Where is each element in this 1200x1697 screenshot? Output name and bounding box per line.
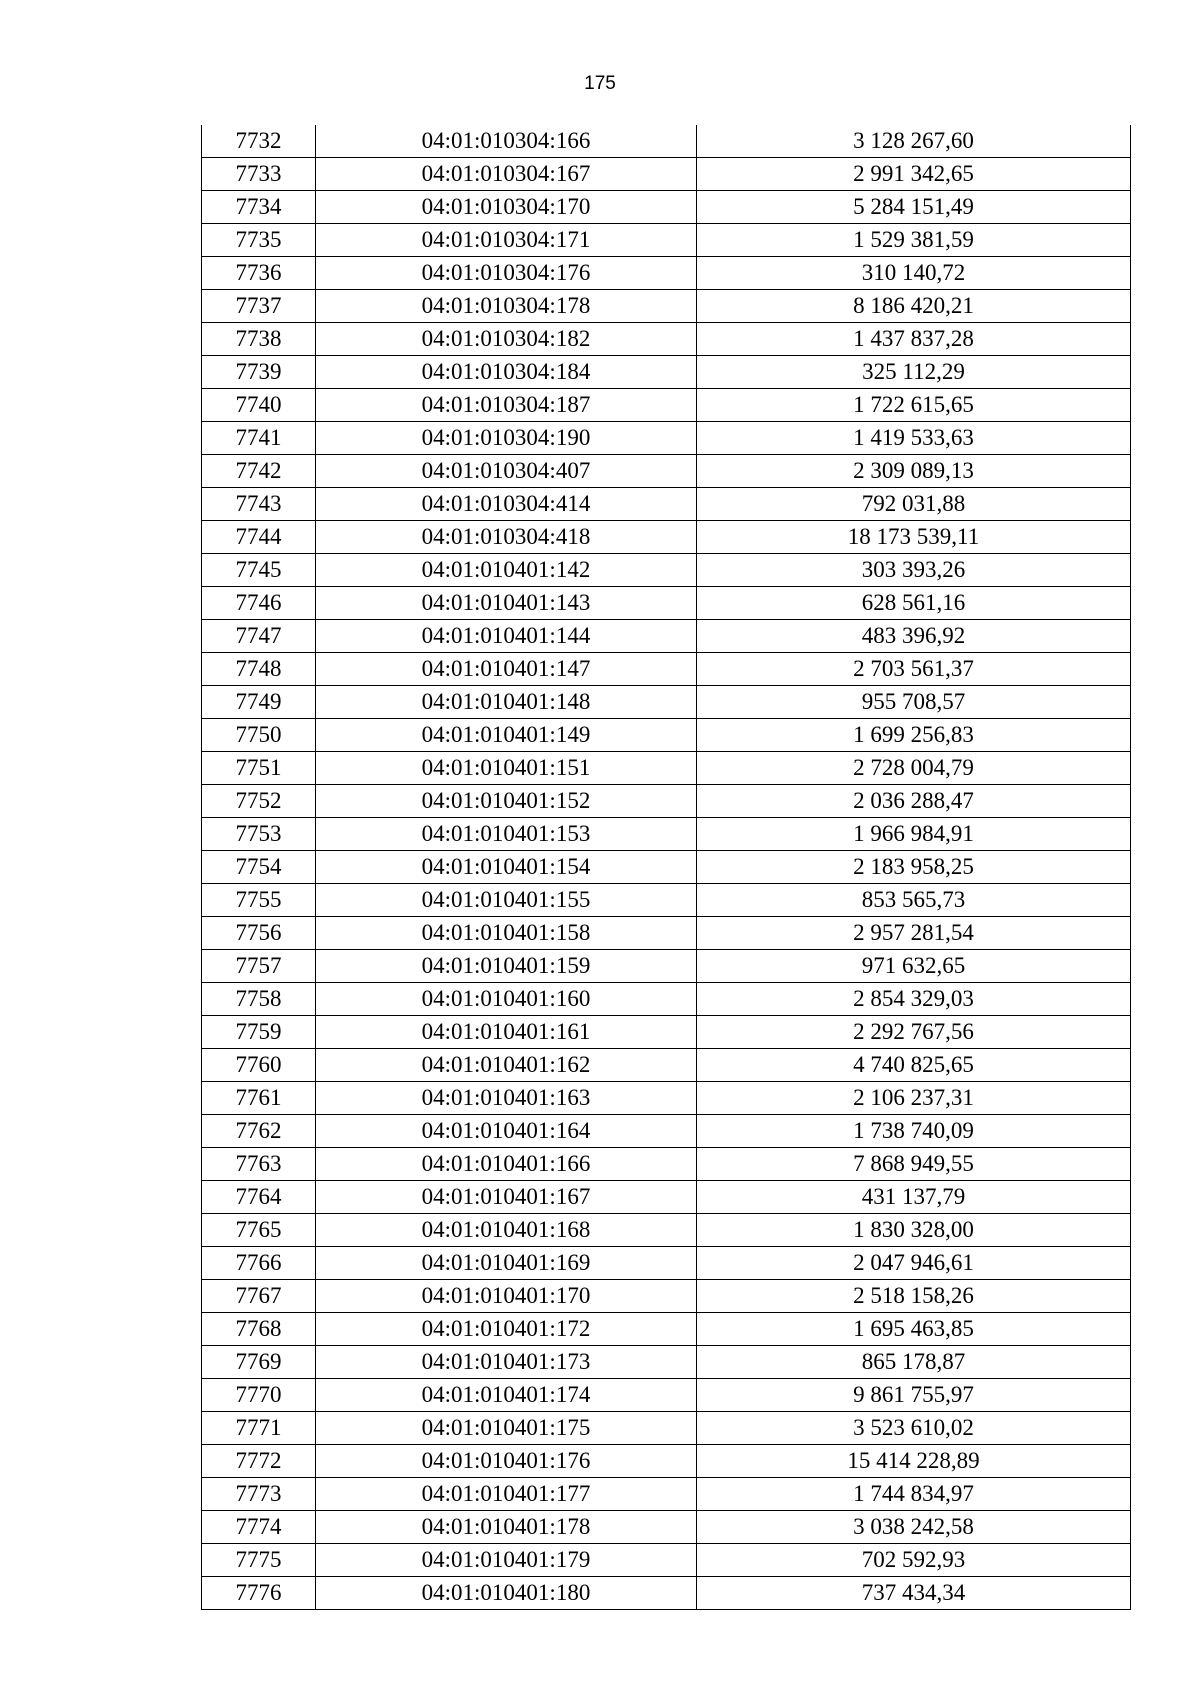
row-number-cell: 7769 [202,1346,316,1379]
cadastral-value-cell: 1 738 740,09 [697,1115,1131,1148]
cadastral-value-cell: 2 036 288,47 [697,785,1131,818]
cadastral-number-cell: 04:01:010401:179 [316,1544,697,1577]
table-row [202,884,1131,917]
cadastral-value-cell: 2 854 329,03 [697,983,1131,1016]
row-number-cell: 7755 [202,884,316,917]
cadastral-value-cell: 853 565,73 [697,884,1131,917]
row-number-cell: 7766 [202,1247,316,1280]
table-row [202,1445,1131,1478]
cadastral-number-cell: 04:01:010304:418 [316,521,697,554]
cadastral-value-cell: 9 861 755,97 [697,1379,1131,1412]
cadastral-value-cell: 15 414 228,89 [697,1445,1131,1478]
table-row [202,851,1131,884]
table-row [202,1247,1131,1280]
cadastral-number-cell: 04:01:010401:153 [316,818,697,851]
cadastral-number-cell: 04:01:010304:171 [316,224,697,257]
row-number-cell: 7734 [202,191,316,224]
table-row [202,191,1131,224]
table-row [202,1181,1131,1214]
row-number-cell: 7765 [202,1214,316,1247]
table-row [202,1313,1131,1346]
table-row [202,290,1131,323]
cadastral-value-cell: 737 434,34 [697,1577,1131,1610]
table-row [202,1016,1131,1049]
cadastral-number-cell: 04:01:010401:175 [316,1412,697,1445]
cadastral-value-cell: 702 592,93 [697,1544,1131,1577]
table-row [202,587,1131,620]
cadastral-number-cell: 04:01:010401:159 [316,950,697,983]
row-number-cell: 7758 [202,983,316,1016]
cadastral-number-cell: 04:01:010401:155 [316,884,697,917]
cadastral-number-cell: 04:01:010401:143 [316,587,697,620]
table-row [202,1280,1131,1313]
cadastral-number-cell: 04:01:010401:177 [316,1478,697,1511]
table-row [202,653,1131,686]
table-row [202,422,1131,455]
row-number-cell: 7742 [202,455,316,488]
cadastral-number-cell: 04:01:010401:169 [316,1247,697,1280]
cadastral-number-cell: 04:01:010304:176 [316,257,697,290]
table-row [202,257,1131,290]
cadastral-value-cell: 325 112,29 [697,356,1131,389]
cadastral-value-cell: 1 722 615,65 [697,389,1131,422]
cadastral-value-cell: 1 830 328,00 [697,1214,1131,1247]
table-row [202,1082,1131,1115]
cadastral-value-cell: 1 529 381,59 [697,224,1131,257]
cadastral-value-cell: 1 699 256,83 [697,719,1131,752]
cadastral-number-cell: 04:01:010304:182 [316,323,697,356]
cadastral-number-cell: 04:01:010401:154 [316,851,697,884]
table-row [202,752,1131,785]
table-row [202,917,1131,950]
row-number-cell: 7745 [202,554,316,587]
table-row [202,1478,1131,1511]
cadastral-value-cell: 2 991 342,65 [697,158,1131,191]
cadastral-number-cell: 04:01:010401:163 [316,1082,697,1115]
cadastral-number-cell: 04:01:010401:144 [316,620,697,653]
table-row [202,950,1131,983]
cadastral-number-cell: 04:01:010401:162 [316,1049,697,1082]
table-row [202,1544,1131,1577]
table-row [202,1346,1131,1379]
row-number-cell: 7761 [202,1082,316,1115]
table-row [202,1412,1131,1445]
cadastral-value-cell: 2 292 767,56 [697,1016,1131,1049]
cadastral-value-cell: 431 137,79 [697,1181,1131,1214]
row-number-cell: 7732 [202,125,316,158]
row-number-cell: 7751 [202,752,316,785]
table-body [202,125,1131,1610]
cadastral-number-cell: 04:01:010304:187 [316,389,697,422]
cadastral-number-cell: 04:01:010401:180 [316,1577,697,1610]
row-number-cell: 7775 [202,1544,316,1577]
cadastral-number-cell: 04:01:010401:176 [316,1445,697,1478]
cadastral-value-cell: 483 396,92 [697,620,1131,653]
table-row [202,158,1131,191]
row-number-cell: 7752 [202,785,316,818]
cadastral-number-cell: 04:01:010304:407 [316,455,697,488]
cadastral-value-cell: 3 128 267,60 [697,125,1131,158]
cadastral-value-cell: 1 744 834,97 [697,1478,1131,1511]
row-number-cell: 7764 [202,1181,316,1214]
row-number-cell: 7737 [202,290,316,323]
table-row [202,1214,1131,1247]
table-row [202,521,1131,554]
table-row [202,719,1131,752]
row-number-cell: 7740 [202,389,316,422]
table-row [202,983,1131,1016]
row-number-cell: 7757 [202,950,316,983]
row-number-cell: 7771 [202,1412,316,1445]
cadastral-value-cell: 2 703 561,37 [697,653,1131,686]
cadastral-number-cell: 04:01:010401:174 [316,1379,697,1412]
cadastral-number-cell: 04:01:010304:184 [316,356,697,389]
row-number-cell: 7774 [202,1511,316,1544]
cadastral-number-cell: 04:01:010401:178 [316,1511,697,1544]
table-row [202,356,1131,389]
cadastral-value-table [201,125,1131,1610]
cadastral-value-cell: 2 309 089,13 [697,455,1131,488]
row-number-cell: 7744 [202,521,316,554]
table-row [202,554,1131,587]
row-number-cell: 7763 [202,1148,316,1181]
table-row [202,125,1131,158]
cadastral-number-cell: 04:01:010401:147 [316,653,697,686]
cadastral-number-cell: 04:01:010401:164 [316,1115,697,1148]
cadastral-number-cell: 04:01:010401:166 [316,1148,697,1181]
cadastral-number-cell: 04:01:010401:161 [316,1016,697,1049]
row-number-cell: 7748 [202,653,316,686]
row-number-cell: 7760 [202,1049,316,1082]
table-row [202,389,1131,422]
cadastral-number-cell: 04:01:010401:160 [316,983,697,1016]
cadastral-number-cell: 04:01:010401:158 [316,917,697,950]
cadastral-number-cell: 04:01:010401:151 [316,752,697,785]
row-number-cell: 7733 [202,158,316,191]
row-number-cell: 7753 [202,818,316,851]
cadastral-number-cell: 04:01:010304:178 [316,290,697,323]
table-row [202,1148,1131,1181]
table-row [202,686,1131,719]
row-number-cell: 7738 [202,323,316,356]
cadastral-value-cell: 4 740 825,65 [697,1049,1131,1082]
row-number-cell: 7739 [202,356,316,389]
table-row [202,818,1131,851]
cadastral-number-cell: 04:01:010401:167 [316,1181,697,1214]
row-number-cell: 7747 [202,620,316,653]
row-number-cell: 7735 [202,224,316,257]
table-row [202,1115,1131,1148]
cadastral-value-cell: 865 178,87 [697,1346,1131,1379]
cadastral-value-cell: 2 183 958,25 [697,851,1131,884]
table-row [202,224,1131,257]
cadastral-value-cell: 2 106 237,31 [697,1082,1131,1115]
cadastral-value-cell: 18 173 539,11 [697,521,1131,554]
cadastral-number-cell: 04:01:010304:167 [316,158,697,191]
cadastral-value-cell: 8 186 420,21 [697,290,1131,323]
cadastral-value-cell: 628 561,16 [697,587,1131,620]
table-row [202,1577,1131,1610]
cadastral-number-cell: 04:01:010401:149 [316,719,697,752]
table-row [202,1511,1131,1544]
cadastral-value-cell: 1 695 463,85 [697,1313,1131,1346]
row-number-cell: 7776 [202,1577,316,1610]
cadastral-number-cell: 04:01:010304:170 [316,191,697,224]
cadastral-number-cell: 04:01:010304:166 [316,125,697,158]
table-row [202,1049,1131,1082]
row-number-cell: 7762 [202,1115,316,1148]
row-number-cell: 7759 [202,1016,316,1049]
cadastral-value-cell: 303 393,26 [697,554,1131,587]
cadastral-value-cell: 1 437 837,28 [697,323,1131,356]
cadastral-value-cell: 2 047 946,61 [697,1247,1131,1280]
cadastral-value-cell: 955 708,57 [697,686,1131,719]
cadastral-number-cell: 04:01:010304:414 [316,488,697,521]
cadastral-value-cell: 5 284 151,49 [697,191,1131,224]
cadastral-value-cell: 2 728 004,79 [697,752,1131,785]
row-number-cell: 7773 [202,1478,316,1511]
table-row [202,785,1131,818]
cadastral-value-cell: 3 038 242,58 [697,1511,1131,1544]
row-number-cell: 7749 [202,686,316,719]
row-number-cell: 7750 [202,719,316,752]
row-number-cell: 7772 [202,1445,316,1478]
table-row [202,1379,1131,1412]
cadastral-value-cell: 971 632,65 [697,950,1131,983]
cadastral-number-cell: 04:01:010401:172 [316,1313,697,1346]
row-number-cell: 7736 [202,257,316,290]
cadastral-number-cell: 04:01:010401:148 [316,686,697,719]
row-number-cell: 7770 [202,1379,316,1412]
cadastral-number-cell: 04:01:010401:168 [316,1214,697,1247]
row-number-cell: 7754 [202,851,316,884]
cadastral-number-cell: 04:01:010401:142 [316,554,697,587]
table-row [202,620,1131,653]
cadastral-value-cell: 7 868 949,55 [697,1148,1131,1181]
cadastral-value-cell: 1 966 984,91 [697,818,1131,851]
row-number-cell: 7768 [202,1313,316,1346]
row-number-cell: 7756 [202,917,316,950]
cadastral-number-cell: 04:01:010401:173 [316,1346,697,1379]
cadastral-value-cell: 792 031,88 [697,488,1131,521]
cadastral-number-cell: 04:01:010304:190 [316,422,697,455]
cadastral-number-cell: 04:01:010401:152 [316,785,697,818]
cadastral-value-cell: 3 523 610,02 [697,1412,1131,1445]
page-number: 175 [584,73,616,94]
table-row [202,488,1131,521]
table-row [202,455,1131,488]
row-number-cell: 7767 [202,1280,316,1313]
cadastral-value-cell: 1 419 533,63 [697,422,1131,455]
row-number-cell: 7741 [202,422,316,455]
cadastral-number-cell: 04:01:010401:170 [316,1280,697,1313]
row-number-cell: 7746 [202,587,316,620]
table-row [202,323,1131,356]
cadastral-value-cell: 2 957 281,54 [697,917,1131,950]
cadastral-value-cell: 310 140,72 [697,257,1131,290]
row-number-cell: 7743 [202,488,316,521]
cadastral-value-cell: 2 518 158,26 [697,1280,1131,1313]
